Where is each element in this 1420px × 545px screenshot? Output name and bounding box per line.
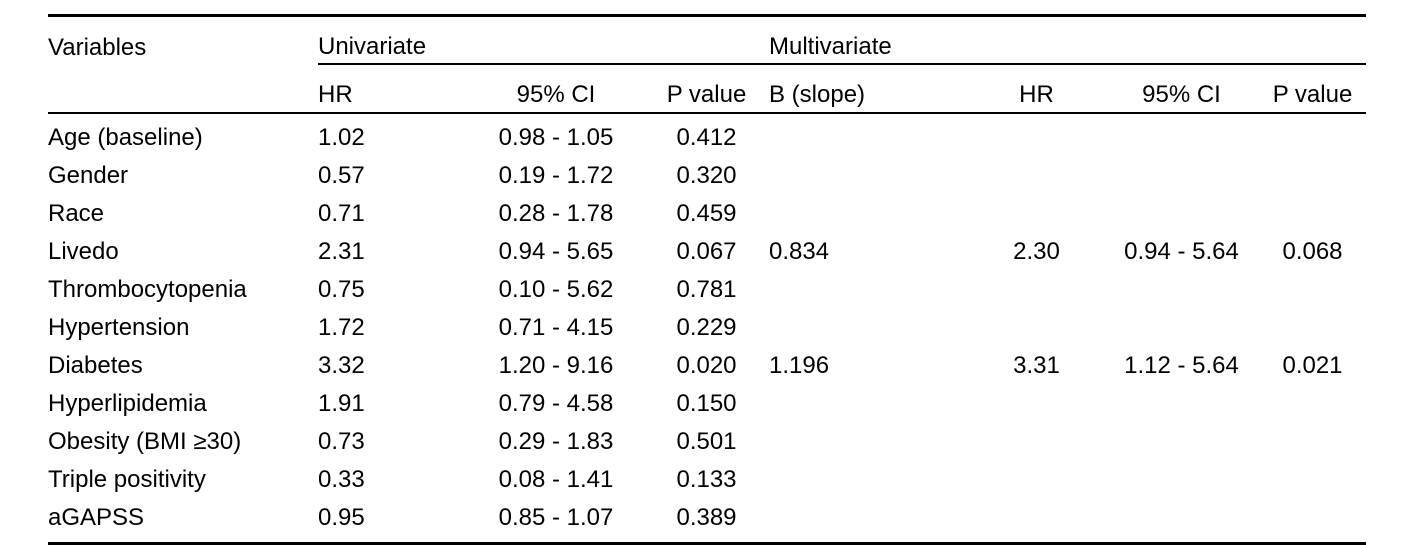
row-variable: Triple positivity (48, 456, 318, 494)
row-uni-p: 0.501 (644, 418, 769, 456)
table-group-header-row (48, 17, 1366, 64)
table-row (48, 494, 1366, 532)
row-multi-ci (1104, 152, 1259, 190)
row-uni-ci: 0.79 - 4.58 (468, 380, 644, 418)
row-uni-p: 0.150 (644, 380, 769, 418)
row-uni-hr: 3.32 (318, 342, 468, 380)
row-multi-hr (969, 304, 1104, 342)
row-multi-ci (1104, 190, 1259, 228)
table-row (48, 342, 1366, 380)
row-multi-ci (1104, 456, 1259, 494)
row-multi-p (1259, 190, 1366, 228)
row-multi-p (1259, 494, 1366, 532)
row-variable: Hypertension (48, 304, 318, 342)
row-uni-p: 0.389 (644, 494, 769, 532)
row-multi-hr: 2.30 (969, 228, 1104, 266)
table-row (48, 266, 1366, 304)
row-uni-ci: 0.28 - 1.78 (468, 190, 644, 228)
column-header-uni-hr: HR (318, 64, 468, 113)
row-multi-p: 0.021 (1259, 342, 1366, 380)
row-multi-p (1259, 304, 1366, 342)
row-multi-b: 0.834 (769, 228, 969, 266)
row-variable: Livedo (48, 228, 318, 266)
column-header-multi-hr: HR (969, 64, 1104, 113)
row-multi-ci (1104, 380, 1259, 418)
column-header-multi-b: B (slope) (769, 64, 969, 113)
row-uni-ci: 0.19 - 1.72 (468, 152, 644, 190)
row-uni-hr: 0.71 (318, 190, 468, 228)
row-uni-p: 0.781 (644, 266, 769, 304)
column-header-multi-ci: 95% CI (1104, 64, 1259, 113)
row-uni-p: 0.020 (644, 342, 769, 380)
row-variable: Hyperlipidemia (48, 380, 318, 418)
row-uni-hr: 1.72 (318, 304, 468, 342)
row-multi-ci (1104, 494, 1259, 532)
row-multi-hr (969, 418, 1104, 456)
row-multi-ci (1104, 266, 1259, 304)
row-uni-hr: 2.31 (318, 228, 468, 266)
row-uni-hr: 0.75 (318, 266, 468, 304)
row-variable: Diabetes (48, 342, 318, 380)
row-multi-b (769, 456, 969, 494)
row-uni-p: 0.229 (644, 304, 769, 342)
row-variable: Obesity (BMI ≥30) (48, 418, 318, 456)
row-multi-hr (969, 494, 1104, 532)
row-multi-hr (969, 152, 1104, 190)
column-header-uni-ci: 95% CI (468, 64, 644, 113)
row-uni-p: 0.320 (644, 152, 769, 190)
row-multi-p (1259, 113, 1366, 152)
row-uni-p: 0.459 (644, 190, 769, 228)
row-multi-p (1259, 152, 1366, 190)
row-variable: Thrombocytopenia (48, 266, 318, 304)
column-header-multi-p: P value (1259, 64, 1366, 113)
row-uni-ci: 0.85 - 1.07 (468, 494, 644, 532)
row-uni-ci: 0.94 - 5.65 (468, 228, 644, 266)
row-uni-ci: 0.29 - 1.83 (468, 418, 644, 456)
row-variable: aGAPSS (48, 494, 318, 532)
table-row (48, 304, 1366, 342)
table-row (48, 456, 1366, 494)
row-multi-hr (969, 113, 1104, 152)
row-uni-ci: 0.10 - 5.62 (468, 266, 644, 304)
row-uni-ci: 0.08 - 1.41 (468, 456, 644, 494)
row-uni-p: 0.067 (644, 228, 769, 266)
row-multi-ci (1104, 304, 1259, 342)
row-multi-p (1259, 266, 1366, 304)
table-row (48, 113, 1366, 152)
row-multi-ci (1104, 113, 1259, 152)
table-column-header-row (48, 64, 1366, 113)
table-bottom-spacer (48, 532, 1366, 544)
row-uni-hr: 0.57 (318, 152, 468, 190)
row-uni-ci: 0.98 - 1.05 (468, 113, 644, 152)
row-multi-b: 1.196 (769, 342, 969, 380)
row-multi-b (769, 418, 969, 456)
row-uni-hr: 0.73 (318, 418, 468, 456)
column-header-uni-p: P value (644, 64, 769, 113)
row-multi-p (1259, 456, 1366, 494)
header-univariate: Univariate (318, 17, 769, 64)
regression-results-table (48, 14, 1366, 545)
row-multi-ci: 1.12 - 5.64 (1104, 342, 1259, 380)
row-uni-p: 0.412 (644, 113, 769, 152)
row-uni-hr: 1.91 (318, 380, 468, 418)
table-row (48, 152, 1366, 190)
row-variable: Gender (48, 152, 318, 190)
row-multi-hr (969, 266, 1104, 304)
row-multi-hr (969, 190, 1104, 228)
row-multi-hr: 3.31 (969, 342, 1104, 380)
row-multi-hr (969, 380, 1104, 418)
row-multi-b (769, 190, 969, 228)
row-multi-p (1259, 418, 1366, 456)
row-multi-b (769, 304, 969, 342)
row-multi-ci: 0.94 - 5.64 (1104, 228, 1259, 266)
table-row (48, 380, 1366, 418)
row-uni-ci: 0.71 - 4.15 (468, 304, 644, 342)
row-multi-hr (969, 456, 1104, 494)
row-multi-b (769, 152, 969, 190)
row-variable: Race (48, 190, 318, 228)
table-row (48, 418, 1366, 456)
row-variable: Age (baseline) (48, 113, 318, 152)
header-variables: Variables (48, 17, 318, 64)
row-multi-b (769, 494, 969, 532)
row-multi-b (769, 266, 969, 304)
header-multivariate: Multivariate (769, 17, 1366, 64)
table-row (48, 190, 1366, 228)
row-multi-ci (1104, 418, 1259, 456)
row-multi-p (1259, 380, 1366, 418)
row-uni-hr: 1.02 (318, 113, 468, 152)
row-multi-p: 0.068 (1259, 228, 1366, 266)
row-uni-hr: 0.95 (318, 494, 468, 532)
row-multi-b (769, 113, 969, 152)
row-uni-hr: 0.33 (318, 456, 468, 494)
row-uni-ci: 1.20 - 9.16 (468, 342, 644, 380)
column-header-blank (48, 64, 318, 113)
row-uni-p: 0.133 (644, 456, 769, 494)
table-row (48, 228, 1366, 266)
row-multi-b (769, 380, 969, 418)
